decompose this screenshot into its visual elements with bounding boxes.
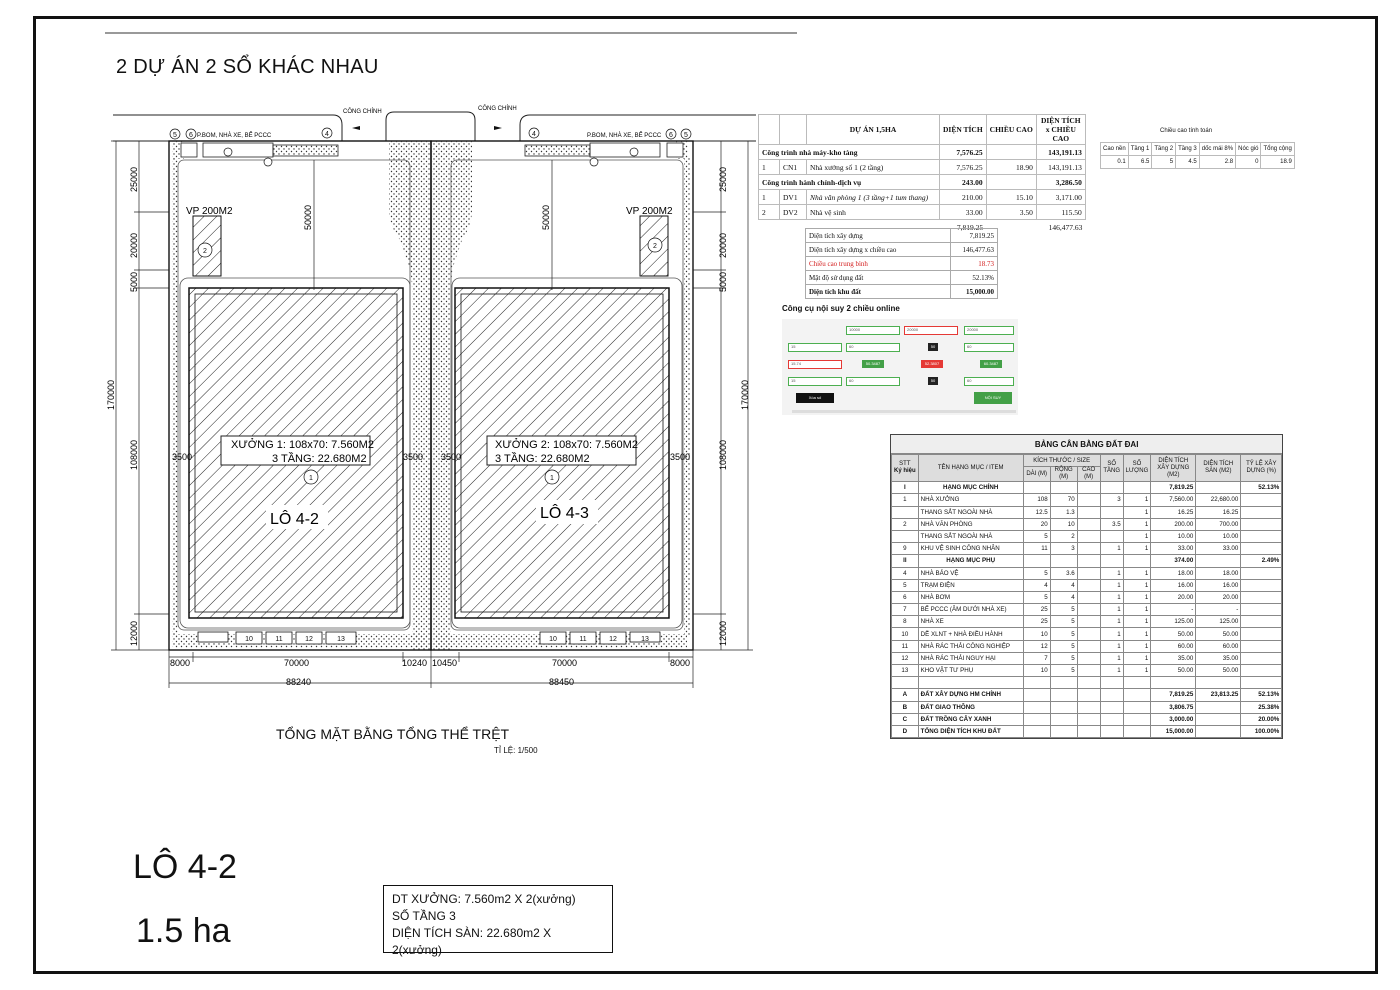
table-row: 9 KHU VỆ SINH CÔNG NHÂN 11 3 1 1 33.00 33.00	[892, 543, 1282, 555]
svg-text:2: 2	[653, 243, 657, 250]
dim-bottom-70000-right: 70000	[552, 658, 578, 668]
svg-text:5: 5	[173, 132, 177, 139]
lot-label-1: LÔ 4-2	[270, 511, 319, 528]
bottom-dimensions	[169, 650, 693, 688]
gap-4: 3500	[670, 452, 691, 462]
table-row: Diện tích xây dựng x chiều cao 146,477.63	[806, 243, 998, 257]
table-row: 1 NHÀ XƯỞNG 108 70 3 1 7,560.00 22,680.00	[892, 494, 1282, 506]
tool-output-2: 60.3487	[980, 360, 1002, 368]
svg-text:4: 4	[325, 131, 329, 138]
svg-text:13: 13	[641, 636, 649, 643]
corner-label-left: P.BOM, NHÀ XE, BỂ PCCC	[197, 133, 272, 139]
site-plan	[0, 0, 760, 760]
table-row: 10 DỄ XLNT + NHÀ ĐIỀU HÀNH 10 5 1 1 50.00 50.00	[892, 628, 1282, 640]
table-row: 8 NHÀ XE 25 5 1 1 125.00 125.00	[892, 616, 1282, 628]
dim-108000-right: 108000	[718, 439, 728, 470]
land-balance-title: BẢNG CÂN BẰNG ĐẤT ĐAI	[891, 435, 1282, 454]
table-row: II HẠNG MỤC PHỤ 374.00 2.49%	[892, 555, 1282, 567]
dim-12000-left: 12000	[129, 620, 139, 646]
svg-text:4: 4	[532, 131, 536, 138]
table-row: C ĐẤT TRỒNG CÂY XANH 3,000.00 20.00%	[892, 713, 1282, 725]
table-row: THANG SẮT NGOÀI NHÀ 12.5 1.3 1 16.25 16.25	[892, 506, 1282, 518]
table-row: 1 DV1 Nhà văn phòng 1 (3 tầng+1 tum thang) 210.00 15.10 3,171.00	[759, 190, 1086, 205]
height-calc-table	[1100, 130, 1295, 169]
dim-170000-left: 170000	[106, 379, 116, 410]
dim-25000-right: 25000	[718, 166, 728, 192]
dim-total-right: 88450	[549, 677, 575, 687]
svg-text:1: 1	[309, 475, 313, 482]
tool-scrollbar[interactable]	[792, 410, 1016, 413]
table-row: THANG SẮT NGOÀI NHÀ 5 2 1 10.00 10.00	[892, 530, 1282, 542]
tool-input-v12[interactable]: 60	[964, 343, 1014, 352]
road-dim-left: 50000	[303, 204, 313, 230]
tool-input-y2[interactable]: 15	[788, 377, 842, 386]
table-row: Công trình hành chính-dịch vụ 243.00 3,286.50	[759, 175, 1086, 190]
project-calc-table	[758, 114, 1086, 234]
table-row: 0.1 6.5 5 4.5 2.8 0 18.9	[1101, 156, 1295, 169]
tool-input-x1[interactable]: 10000	[846, 326, 900, 335]
tool-interpolate-button[interactable]: NỘI SUY	[974, 392, 1012, 404]
tool-clear-button[interactable]: Xóa số	[796, 393, 834, 403]
table-row: I HẠNG MỤC CHÍNH 7,819.25 52.13%	[892, 482, 1282, 494]
vp-label-left: VP 200M2	[186, 206, 233, 217]
gate-label-left: CÔNG CHÍNH	[343, 109, 382, 115]
svg-text:13: 13	[337, 636, 345, 643]
svg-text:10: 10	[549, 636, 557, 643]
table-row: 11 NHÀ RÁC THẢI CÔNG NGHIỆP 12 5 1 1 60.00 60.00	[892, 640, 1282, 652]
svg-text:1: 1	[550, 475, 554, 482]
table-header-row: STT Ký hiệu TÊN HẠNG MỤC / ITEM KÍCH THƯỚC / SIZE SỐ TẦNG SỐ LƯỢNG DIỆN TÍCH XÂY DỰNG (M2) DIỆN TÍCH SÀN (M2) TỶ LỆ XÂY DỰNG (%)	[892, 455, 1282, 467]
svg-text:6: 6	[669, 132, 673, 139]
svg-text:12: 12	[609, 636, 617, 643]
table-row: 2 DV2 Nhà vệ sinh 33.00 3.50 115.50	[759, 205, 1086, 220]
tool-output-1: 50.3487	[862, 360, 884, 368]
dim-170000-right: 170000	[740, 379, 750, 410]
dim-20000-left: 20000	[129, 232, 139, 258]
dim-bottom-8000-right: 8000	[670, 658, 691, 668]
table-row: Diện tích xây dựng 7,819.25	[806, 229, 998, 243]
workshop-2-line2: 3 TẦNG: 22.680M2	[495, 453, 590, 465]
gap-2: 3500	[403, 452, 424, 462]
summary-line-1: DT XƯỞNG: 7.560m2 X 2(xưởng)	[392, 892, 576, 906]
dim-bottom-8000-left: 8000	[170, 658, 191, 668]
table-row	[892, 677, 1282, 689]
dim-5000-left: 5000	[129, 271, 139, 292]
summary-line-2: SỐ TẦNG 3	[392, 909, 456, 923]
gap-1: 3500	[172, 452, 193, 462]
dim-bottom-10450: 10450	[432, 658, 458, 668]
interpolation-tool	[782, 319, 1018, 415]
table-row: 4 NHÀ BẢO VỆ 5 3.6 1 1 18.00 18.00	[892, 567, 1282, 579]
tool-input-x2[interactable]: 20000	[964, 326, 1014, 335]
road-dim-right: 50000	[541, 204, 551, 230]
tool-mini-2[interactable]: 50	[928, 377, 938, 385]
workshop-2-line1: XƯỞNG 2: 108x70: 7.560M2	[495, 439, 638, 451]
table-row: Công trình nhà máy-kho tàng 7,576.25 143,191.13	[759, 145, 1086, 160]
plan-scale: TỈ LỆ: 1/500	[494, 746, 538, 755]
tool-input-v11[interactable]: 60	[846, 343, 900, 352]
dim-108000-left: 108000	[129, 439, 139, 470]
table-row: 6 NHÀ BƠM 5 4 1 1 20.00 20.00	[892, 591, 1282, 603]
tool-mini-1[interactable]: 50	[928, 343, 938, 351]
svg-text:10: 10	[245, 636, 253, 643]
table-row: 7,819.25 146,477.63	[956, 222, 1083, 232]
lot-number: LÔ 4-2	[133, 848, 237, 886]
workshop-1-line2: 3 TẦNG: 22.680M2	[272, 453, 367, 465]
svg-text:12: 12	[305, 636, 313, 643]
density-summary-table	[805, 228, 998, 299]
land-balance-table: BẢNG CÂN BẰNG ĐẤT ĐAI STT Ký hiệu TÊN HẠNG MỤC / ITEM KÍCH THƯỚC / SIZE SỐ TẦNG SỐ LƯỢNG DIỆN TÍCH XÂY DỰNG (M2) DIỆN TÍCH SÀN (M2) TỶ LỆ XÂY DỰNG (%) DÀI (M) RỘNG (M) CAO (M) I HẠNG MỤC CHÍNH 7,819.25 52.13% 1 NHÀ XƯỞNG 108 70 3 1 7,560.00 22,680.00 THANG SẮT NGOÀI NHÀ 12.5 1.3 1 16.25 16.25 2 NHÀ VĂN PHÒNG 20 10 3.5 1 200.00 700.00 THANG SẮT NGOÀI NHÀ 5 2 1 10.00 10.00 9 KHU VỆ SINH CÔNG NHÂN 11 3 1 1 33.00 33.00 II HẠNG MỤC PHỤ 374.00 2.49% 4 NHÀ BẢO VỆ 5 3.6 1 1 18.00 18.00 5 TRẠM ĐIỆN 4 4 1 1 16.00 16.00 6 NHÀ BƠM 5 4 1 1 20.00 20.00 7 BỂ PCCC (ÂM DƯỚI NHÀ XE) 25 5 1 1 - - 8 NHÀ XE 25 5 1 1 125.00 125.00 10 DỄ XLNT + NHÀ ĐIỀU HÀNH 10 5 1 1 50.00 50.00 11 NHÀ RÁC THẢI CÔNG NGHIỆP 12 5 1 1 60.00 60.00 12 NHÀ RÁC THẢI NGUY HẠI 7 5 1 1 35.00 35.00 13 KHO VẬT TƯ PHỤ 10 5 1 1 50.00 50.00 A ĐẤT XÂY DỰNG HM CHÍNH 7,819.25 23,813.25 52.13% B ĐẤT GIAO THÔNG 3,806.75 25.38% C ĐẤT TRỒNG CÂY XANH 3,000.00 20.00% D TỔNG DIỆN TÍCH KHU ĐẤT 15,000.00 100.00%	[890, 434, 1283, 739]
table-header-row: Cao nền Tầng 1 Tầng 2 Tầng 3 dốc mái 8% Nóc gió Tổng cộng	[1101, 143, 1295, 156]
table-row: B ĐẤT GIAO THÔNG 3,806.75 25.38%	[892, 701, 1282, 713]
table-row: 1 CN1 Nhà xưởng số 1 (2 tầng) 7,576.25 18.90 143,191.13	[759, 160, 1086, 175]
table-row: Mật độ sử dụng đất 52.13%	[806, 271, 998, 285]
vp-label-right: VP 200M2	[626, 206, 673, 217]
corner-label-right: P.BOM, NHÀ XE, BỂ PCCC	[587, 133, 662, 139]
dim-bottom-10240: 10240	[402, 658, 428, 668]
svg-text:5: 5	[684, 132, 688, 139]
sheet-title: 2 DỰ ÁN 2 SỔ KHÁC NHAU	[116, 56, 379, 78]
workshop-1-line1: XƯỞNG 1: 108x70: 7.560M2	[231, 439, 374, 451]
height-calc-caption: Chiều cao tính toán	[1160, 128, 1213, 134]
svg-text:11: 11	[579, 636, 587, 643]
table-row: D TỔNG DIỆN TÍCH KHU ĐẤT 15,000.00 100.00%	[892, 725, 1282, 737]
svg-text:11: 11	[275, 636, 283, 643]
table-row: 2 NHÀ VĂN PHÒNG 20 10 3.5 1 200.00 700.00	[892, 518, 1282, 530]
table-row: Chiều cao trung bình 18.73	[806, 257, 998, 271]
summary-line-3: DIỆN TÍCH SÀN: 22.680m2 X 2(xưởng)	[392, 926, 552, 957]
gate-arrow-right-icon	[494, 126, 502, 130]
table-row: 13 KHO VẬT TƯ PHỤ 10 5 1 1 50.00 50.00	[892, 665, 1282, 677]
gate-label-right: CÔNG CHÍNH	[478, 106, 517, 112]
tool-output-result: 52.3807	[921, 360, 943, 368]
lot-label-2: LÔ 4-3	[540, 505, 589, 522]
workshop-summary-box	[383, 885, 613, 957]
tool-input-y[interactable]: 15.74	[788, 360, 842, 369]
tool-input-v21[interactable]: 60	[846, 377, 900, 386]
dim-25000-left: 25000	[129, 166, 139, 192]
plan-caption: TỔNG MẶT BẰNG TỔNG THỂ TRỆT	[276, 726, 510, 742]
dim-bottom-70000-left: 70000	[284, 658, 310, 668]
dim-total-left: 88240	[286, 677, 312, 687]
dim-20000-right: 20000	[718, 232, 728, 258]
dim-12000-right: 12000	[718, 620, 728, 646]
table-header-row: DỰ ÁN 1,5HA DIỆN TÍCH CHIỀU CAO DIỆN TÍCH x CHIỀU CAO	[759, 115, 1086, 145]
table-row: A ĐẤT XÂY DỰNG HM CHÍNH 7,819.25 23,813.25 52.13%	[892, 689, 1282, 701]
tool-input-y1[interactable]: 15	[788, 343, 842, 352]
svg-text:2: 2	[203, 248, 207, 255]
table-row: 12 NHÀ RÁC THẢI NGUY HẠI 7 5 1 1 35.00 35.00	[892, 652, 1282, 664]
table-row: 5 TRẠM ĐIỆN 4 4 1 1 16.00 16.00	[892, 579, 1282, 591]
gate-arrow-left-icon	[352, 126, 360, 130]
dim-5000-right: 5000	[718, 271, 728, 292]
tool-title: Công cụ nội suy 2 chiều online	[782, 304, 900, 313]
tool-input-v22[interactable]: 60	[964, 377, 1014, 386]
gap-3: 3500	[441, 452, 462, 462]
lot-area: 1.5 ha	[136, 912, 231, 950]
svg-text:6: 6	[189, 132, 193, 139]
tool-input-x[interactable]: 20000	[904, 326, 958, 335]
table-row: 7 BỂ PCCC (ÂM DƯỚI NHÀ XE) 25 5 1 1 - -	[892, 604, 1282, 616]
table-row: Diện tích khu đất 15,000.00	[806, 285, 998, 299]
